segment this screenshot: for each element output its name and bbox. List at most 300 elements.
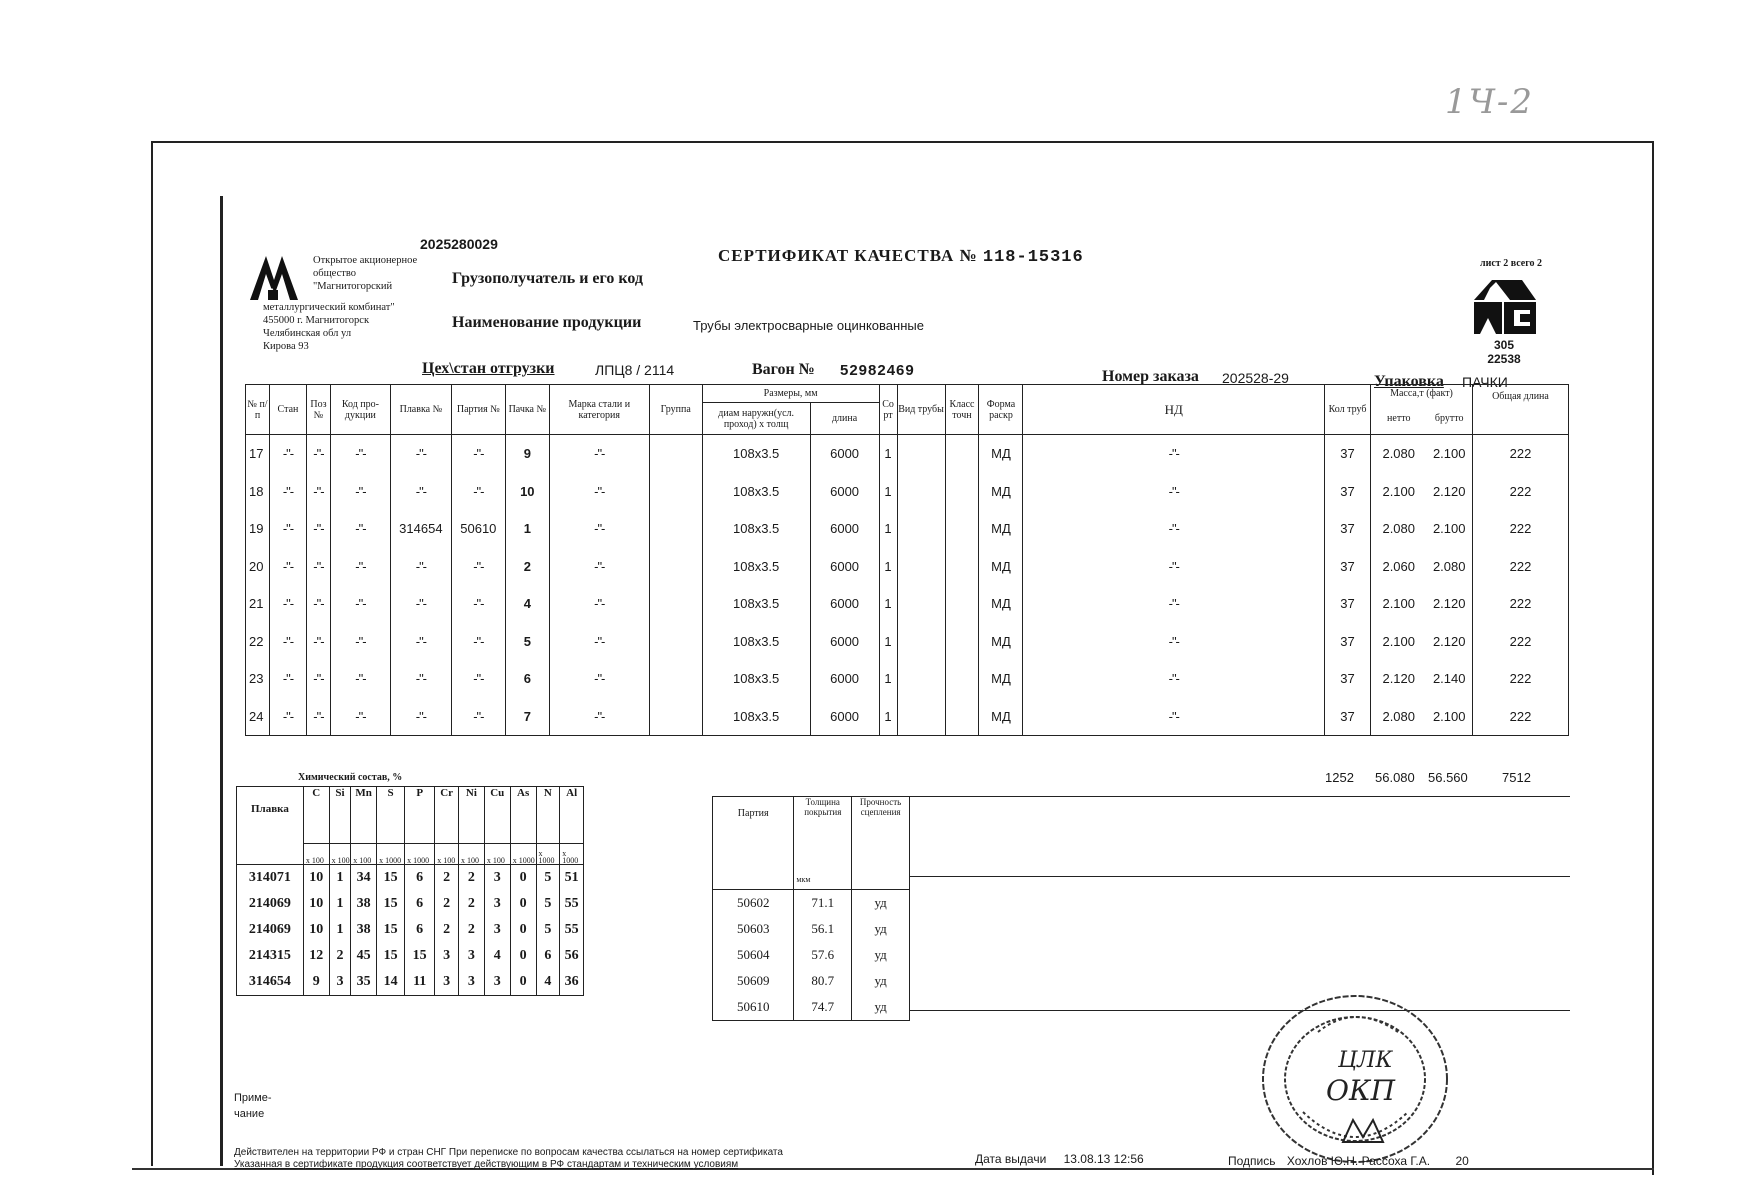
- multiplier-cell: x 1000: [405, 844, 435, 865]
- chem-value-cell: 55: [560, 917, 584, 943]
- mark-codes: [1484, 338, 1524, 366]
- chem-value-cell: 9: [303, 969, 329, 996]
- pos-cell: -"-: [306, 623, 330, 661]
- group-cell: [649, 435, 702, 473]
- batch-partia-cell: 50610: [713, 994, 794, 1021]
- nd-cell: -"-: [1023, 698, 1325, 736]
- length-cell: 6000: [810, 698, 879, 736]
- table-row: [246, 548, 1569, 586]
- total-length-cell: 222: [1472, 473, 1568, 511]
- pipe-type-cell: [897, 548, 945, 586]
- gross-cell: 2.100: [1426, 435, 1472, 473]
- col-partia: Партия №: [451, 385, 505, 435]
- chem-value-cell: 15: [377, 917, 405, 943]
- group-cell: [649, 510, 702, 548]
- end-form-cell: МД: [979, 473, 1023, 511]
- multiplier-cell: x 100: [458, 844, 484, 865]
- sort-cell: 1: [879, 585, 897, 623]
- net-cell: 2.080: [1371, 435, 1427, 473]
- steel-cell: -"-: [549, 510, 649, 548]
- size-cell: 108x3.5: [702, 435, 810, 473]
- col-el: Mn: [351, 787, 377, 844]
- prod-code-cell: -"-: [330, 548, 390, 586]
- chem-value-cell: 1: [329, 917, 351, 943]
- table-row: [246, 698, 1569, 736]
- count-cell: 37: [1325, 660, 1371, 698]
- sign-suffix: 20: [1455, 1154, 1469, 1168]
- title-text: СЕРТИФИКАТ КАЧЕСТВА: [718, 246, 955, 265]
- batch-row: [713, 968, 910, 994]
- col-el: C: [303, 787, 329, 844]
- prod-code-cell: -"-: [330, 585, 390, 623]
- shop-value: ЛПЦ8 / 2114: [595, 362, 675, 378]
- partia-cell: -"-: [451, 435, 505, 473]
- chem-row: [237, 865, 584, 892]
- end-form-cell: МД: [979, 435, 1023, 473]
- chem-value-cell: 15: [377, 943, 405, 969]
- count-cell: 37: [1325, 510, 1371, 548]
- nd-cell: -"-: [1023, 473, 1325, 511]
- col-steel: Марка стали и категория: [549, 385, 649, 435]
- pos-cell: -"-: [306, 435, 330, 473]
- count-cell: 37: [1325, 585, 1371, 623]
- chem-title: Химический состав, %: [298, 772, 403, 783]
- partia-cell: -"-: [451, 660, 505, 698]
- length-cell: 6000: [810, 510, 879, 548]
- col-gross: брутто: [1426, 403, 1472, 435]
- handwritten-mark: 1Ч-2: [1445, 82, 1535, 122]
- chem-value-cell: 1: [329, 865, 351, 892]
- multiplier-cell: x 1000: [560, 844, 584, 865]
- count-cell: 37: [1325, 435, 1371, 473]
- batch-coating-cell: 57.6: [794, 942, 852, 968]
- prod-code-cell: -"-: [330, 623, 390, 661]
- total-net: 56.080: [1375, 770, 1415, 785]
- chem-value-cell: 5: [536, 917, 560, 943]
- col-stan: Стан: [269, 385, 306, 435]
- col-el: Ni: [458, 787, 484, 844]
- count-cell: 37: [1325, 548, 1371, 586]
- net-cell: 2.080: [1371, 698, 1427, 736]
- multiplier-cell: x 100: [435, 844, 459, 865]
- batch-extension-line: [910, 1010, 1570, 1011]
- partia-cell: -"-: [451, 585, 505, 623]
- multiplier-cell: x 100: [351, 844, 377, 865]
- col-el: Si: [329, 787, 351, 844]
- plavka-cell: -"-: [390, 473, 451, 511]
- pipe-type-cell: [897, 585, 945, 623]
- company-line: общество: [313, 268, 356, 279]
- end-form-cell: МД: [979, 585, 1023, 623]
- nd-cell: -"-: [1023, 510, 1325, 548]
- chem-value-cell: 2: [329, 943, 351, 969]
- steel-cell: -"-: [549, 473, 649, 511]
- col-el: N: [536, 787, 560, 844]
- plavka-cell: -"-: [390, 623, 451, 661]
- steel-cell: -"-: [549, 585, 649, 623]
- col-count: Кол труб: [1325, 385, 1371, 435]
- col-sizes: Размеры, мм: [702, 385, 879, 403]
- sort-cell: 1: [879, 660, 897, 698]
- count-cell: 37: [1325, 623, 1371, 661]
- chem-value-cell: 6: [536, 943, 560, 969]
- stan-cell: -"-: [269, 548, 306, 586]
- svg-text:ОКП: ОКП: [1326, 1074, 1396, 1107]
- length-cell: 6000: [810, 473, 879, 511]
- col-total-length: Общая длина: [1472, 385, 1568, 435]
- accuracy-cell: [945, 698, 979, 736]
- chem-value-cell: 0: [510, 917, 536, 943]
- chem-row: [237, 969, 584, 996]
- col-el: Cr: [435, 787, 459, 844]
- pos-cell: -"-: [306, 510, 330, 548]
- chem-value-cell: 3: [484, 969, 510, 996]
- col-pipe-type: Вид трубы: [897, 385, 945, 435]
- order-label: Номер заказа: [1102, 368, 1199, 385]
- chem-value-cell: 35: [351, 969, 377, 996]
- company-line: 455000 г. Магнитогорск: [263, 315, 370, 326]
- pipe-type-cell: [897, 660, 945, 698]
- multiplier-cell: x 1000: [377, 844, 405, 865]
- batch-adhesion-cell: уд: [852, 968, 910, 994]
- prod-code-cell: -"-: [330, 473, 390, 511]
- wagon-label: Вагон №: [752, 361, 815, 378]
- consignee-label: Грузополучатель и его код: [452, 270, 644, 287]
- chem-value-cell: 3: [435, 943, 459, 969]
- row-num: 22: [246, 623, 270, 661]
- net-cell: 2.100: [1371, 585, 1427, 623]
- col-nd: НД: [1023, 385, 1325, 435]
- col-accuracy: Класс точн: [945, 385, 979, 435]
- svg-text:ЦЛК: ЦЛК: [1338, 1048, 1393, 1073]
- chem-value-cell: 15: [377, 891, 405, 917]
- nd-cell: -"-: [1023, 548, 1325, 586]
- company-line: Челябинская обл ул: [263, 328, 352, 339]
- table-row: [246, 585, 1569, 623]
- plavka-cell: -"-: [390, 548, 451, 586]
- pachka-cell: 9: [505, 435, 549, 473]
- col-diam: диам наружн(усл. проход) х толщ: [702, 403, 810, 435]
- prod-code-cell: -"-: [330, 510, 390, 548]
- pachka-cell: 10: [505, 473, 549, 511]
- stan-cell: -"-: [269, 698, 306, 736]
- group-cell: [649, 660, 702, 698]
- chem-value-cell: 3: [329, 969, 351, 996]
- nd-cell: -"-: [1023, 660, 1325, 698]
- accuracy-cell: [945, 473, 979, 511]
- wagon-value: 52982469: [840, 362, 915, 379]
- shipment-table: [245, 384, 1569, 736]
- total-length: 7512: [1502, 770, 1531, 785]
- batch-partia-cell: 50604: [713, 942, 794, 968]
- chem-value-cell: 4: [536, 969, 560, 996]
- col-net: нетто: [1371, 403, 1427, 435]
- certificate-title: [718, 246, 1084, 267]
- signature: [1228, 1154, 1469, 1168]
- batch-extension-line: [910, 876, 1570, 877]
- validity-text: [234, 1147, 783, 1171]
- size-cell: 108x3.5: [702, 510, 810, 548]
- pos-cell: -"-: [306, 660, 330, 698]
- gross-cell: 2.100: [1426, 698, 1472, 736]
- plavka-cell: -"-: [390, 435, 451, 473]
- count-cell: 37: [1325, 698, 1371, 736]
- col-end-form: Форма раскр: [979, 385, 1023, 435]
- company-line: металлургический комбинат": [263, 302, 395, 313]
- batch-coating-cell: 56.1: [794, 916, 852, 942]
- chem-value-cell: 0: [510, 943, 536, 969]
- col-el: Cu: [484, 787, 510, 844]
- chem-row: [237, 917, 584, 943]
- gross-cell: 2.120: [1426, 623, 1472, 661]
- stan-cell: -"-: [269, 435, 306, 473]
- table-row: [246, 473, 1569, 511]
- pachka-cell: 4: [505, 585, 549, 623]
- note-label-2: чание: [234, 1108, 265, 1120]
- row-num: 23: [246, 660, 270, 698]
- batch-adhesion-cell: уд: [852, 890, 910, 917]
- size-cell: 108x3.5: [702, 623, 810, 661]
- col-prod-code: Код про-дукции: [330, 385, 390, 435]
- chem-value-cell: 55: [560, 891, 584, 917]
- gross-cell: 2.120: [1426, 473, 1472, 511]
- validity-line-2: Указанная в сертификате продукция соответствует действующим в РФ стандартам и техническим условиям: [234, 1159, 739, 1170]
- mc-mark-icon: [1470, 278, 1538, 334]
- chem-value-cell: 34: [351, 865, 377, 892]
- steel-cell: -"-: [549, 698, 649, 736]
- chem-value-cell: 6: [405, 865, 435, 892]
- col-pachka: Пачка №: [505, 385, 549, 435]
- batch-adhesion-cell: уд: [852, 994, 910, 1021]
- chem-value-cell: 0: [510, 891, 536, 917]
- total-length-cell: 222: [1472, 548, 1568, 586]
- plavka-cell: -"-: [390, 698, 451, 736]
- end-form-cell: МД: [979, 510, 1023, 548]
- chem-value-cell: 4: [484, 943, 510, 969]
- chem-plavka-cell: 314654: [237, 969, 304, 996]
- col-group: Группа: [649, 385, 702, 435]
- chem-value-cell: 3: [435, 969, 459, 996]
- chem-value-cell: 10: [303, 917, 329, 943]
- issue-value: 13.08.13 12:56: [1063, 1152, 1144, 1166]
- batch-coating-cell: 71.1: [794, 890, 852, 917]
- order-value: 202528-29: [1222, 370, 1289, 386]
- table-row: [246, 623, 1569, 661]
- col-mass: Масса,т (факт): [1371, 385, 1473, 403]
- group-cell: [649, 548, 702, 586]
- coating-header: Толщина покрытия: [804, 797, 842, 817]
- length-cell: 6000: [810, 660, 879, 698]
- group-cell: [649, 473, 702, 511]
- chem-value-cell: 0: [510, 865, 536, 892]
- pipe-type-cell: [897, 435, 945, 473]
- accuracy-cell: [945, 548, 979, 586]
- pachka-cell: 2: [505, 548, 549, 586]
- prod-code-cell: -"-: [330, 698, 390, 736]
- nd-cell: -"-: [1023, 585, 1325, 623]
- end-form-cell: МД: [979, 548, 1023, 586]
- size-cell: 108x3.5: [702, 548, 810, 586]
- chem-table: [236, 786, 584, 996]
- inner-margin-line: [220, 196, 223, 1166]
- certificate-number: 118-15316: [982, 248, 1084, 267]
- chem-row: [237, 891, 584, 917]
- sort-cell: 1: [879, 435, 897, 473]
- chem-value-cell: 11: [405, 969, 435, 996]
- col-adhesion: Прочность сцепления: [852, 797, 910, 890]
- end-form-cell: МД: [979, 660, 1023, 698]
- col-chem-plavka: Плавка: [237, 787, 304, 865]
- chem-value-cell: 10: [303, 891, 329, 917]
- number-sign: №: [959, 246, 978, 265]
- stan-cell: -"-: [269, 473, 306, 511]
- quality-stamp: [1258, 992, 1453, 1167]
- note-label: [234, 1090, 272, 1122]
- chem-value-cell: 3: [484, 917, 510, 943]
- coating-unit: мкм: [796, 875, 811, 884]
- chem-value-cell: 51: [560, 865, 584, 892]
- batch-partia-cell: 50603: [713, 916, 794, 942]
- total-length-cell: 222: [1472, 660, 1568, 698]
- accuracy-cell: [945, 435, 979, 473]
- length-cell: 6000: [810, 585, 879, 623]
- prod-code-cell: -"-: [330, 660, 390, 698]
- chem-value-cell: 6: [405, 917, 435, 943]
- chem-value-cell: 36: [560, 969, 584, 996]
- chem-value-cell: 14: [377, 969, 405, 996]
- total-gross: 56.560: [1428, 770, 1468, 785]
- net-cell: 2.060: [1371, 548, 1427, 586]
- chem-value-cell: 3: [484, 891, 510, 917]
- multiplier-cell: x 100: [329, 844, 351, 865]
- col-plavka: Плавка №: [390, 385, 451, 435]
- col-length: длина: [810, 403, 879, 435]
- length-cell: 6000: [810, 548, 879, 586]
- pachka-cell: 1: [505, 510, 549, 548]
- batch-extension-line: [910, 796, 1570, 797]
- issue-label: Дата выдачи: [975, 1152, 1047, 1166]
- sign-value: Хохлов Ю.Н. Рассоха Г.А.: [1286, 1154, 1431, 1168]
- row-num: 17: [246, 435, 270, 473]
- steel-cell: -"-: [549, 660, 649, 698]
- col-pos: Поз №: [306, 385, 330, 435]
- sort-cell: 1: [879, 623, 897, 661]
- batch-coating-cell: 80.7: [794, 968, 852, 994]
- company-line: Кирова 93: [263, 341, 309, 352]
- steel-cell: -"-: [549, 623, 649, 661]
- stan-cell: -"-: [269, 510, 306, 548]
- total-length-cell: 222: [1472, 435, 1568, 473]
- plavka-cell: 314654: [390, 510, 451, 548]
- accuracy-cell: [945, 660, 979, 698]
- packing-value: ПАЧКИ: [1462, 374, 1508, 390]
- col-el: S: [377, 787, 405, 844]
- pos-cell: -"-: [306, 698, 330, 736]
- batch-adhesion-cell: уд: [852, 942, 910, 968]
- net-cell: 2.100: [1371, 473, 1427, 511]
- sort-cell: 1: [879, 473, 897, 511]
- chem-value-cell: 2: [458, 891, 484, 917]
- pos-cell: -"-: [306, 548, 330, 586]
- gross-cell: 2.080: [1426, 548, 1472, 586]
- chem-value-cell: 45: [351, 943, 377, 969]
- total-length-cell: 222: [1472, 585, 1568, 623]
- chem-value-cell: 5: [536, 865, 560, 892]
- company-line: "Магнитогорский: [313, 281, 393, 292]
- chem-value-cell: 2: [435, 865, 459, 892]
- partia-cell: 50610: [451, 510, 505, 548]
- chem-plavka-cell: 214315: [237, 943, 304, 969]
- multiplier-cell: x 1000: [510, 844, 536, 865]
- issue-date: [975, 1152, 1144, 1166]
- size-cell: 108x3.5: [702, 473, 810, 511]
- multiplier-cell: x 100: [303, 844, 329, 865]
- chem-value-cell: 38: [351, 891, 377, 917]
- col-sort: Со рт: [879, 385, 897, 435]
- size-cell: 108x3.5: [702, 698, 810, 736]
- sort-cell: 1: [879, 548, 897, 586]
- table-row: [246, 510, 1569, 548]
- accuracy-cell: [945, 623, 979, 661]
- batch-coating-cell: 74.7: [794, 994, 852, 1021]
- chem-value-cell: 2: [435, 917, 459, 943]
- batch-row: [713, 916, 910, 942]
- total-count: 1252: [1325, 770, 1354, 785]
- pipe-type-cell: [897, 623, 945, 661]
- sort-cell: 1: [879, 510, 897, 548]
- count-cell: 37: [1325, 473, 1371, 511]
- frame-left-edge: [151, 141, 153, 1166]
- pipe-type-cell: [897, 473, 945, 511]
- col-batch-partia: Партия: [713, 797, 794, 890]
- table-row: [246, 435, 1569, 473]
- partia-cell: -"-: [451, 698, 505, 736]
- col-coating: [794, 797, 852, 890]
- row-num: 24: [246, 698, 270, 736]
- col-el: As: [510, 787, 536, 844]
- chem-plavka-cell: 214069: [237, 891, 304, 917]
- chem-row: [237, 943, 584, 969]
- chem-value-cell: 15: [377, 865, 405, 892]
- company-line: Открытое акционерное: [313, 255, 418, 266]
- chem-value-cell: 12: [303, 943, 329, 969]
- sign-label: Подпись: [1228, 1154, 1276, 1168]
- length-cell: 6000: [810, 623, 879, 661]
- row-num: 18: [246, 473, 270, 511]
- group-cell: [649, 623, 702, 661]
- partia-cell: -"-: [451, 473, 505, 511]
- net-cell: 2.080: [1371, 510, 1427, 548]
- total-length-cell: 222: [1472, 623, 1568, 661]
- net-cell: 2.100: [1371, 623, 1427, 661]
- batch-row: [713, 890, 910, 917]
- pachka-cell: 5: [505, 623, 549, 661]
- packing-label: Упаковка: [1374, 373, 1444, 390]
- end-form-cell: МД: [979, 698, 1023, 736]
- batch-partia-cell: 50602: [713, 890, 794, 917]
- col-el: Al: [560, 787, 584, 844]
- chem-value-cell: 5: [536, 891, 560, 917]
- batch-table: [712, 796, 910, 1021]
- stan-cell: -"-: [269, 585, 306, 623]
- chem-value-cell: 1: [329, 891, 351, 917]
- col-num: № п/п: [246, 385, 270, 435]
- length-cell: 6000: [810, 435, 879, 473]
- gross-cell: 2.120: [1426, 585, 1472, 623]
- chem-value-cell: 6: [405, 891, 435, 917]
- chem-value-cell: 0: [510, 969, 536, 996]
- batch-row: [713, 994, 910, 1021]
